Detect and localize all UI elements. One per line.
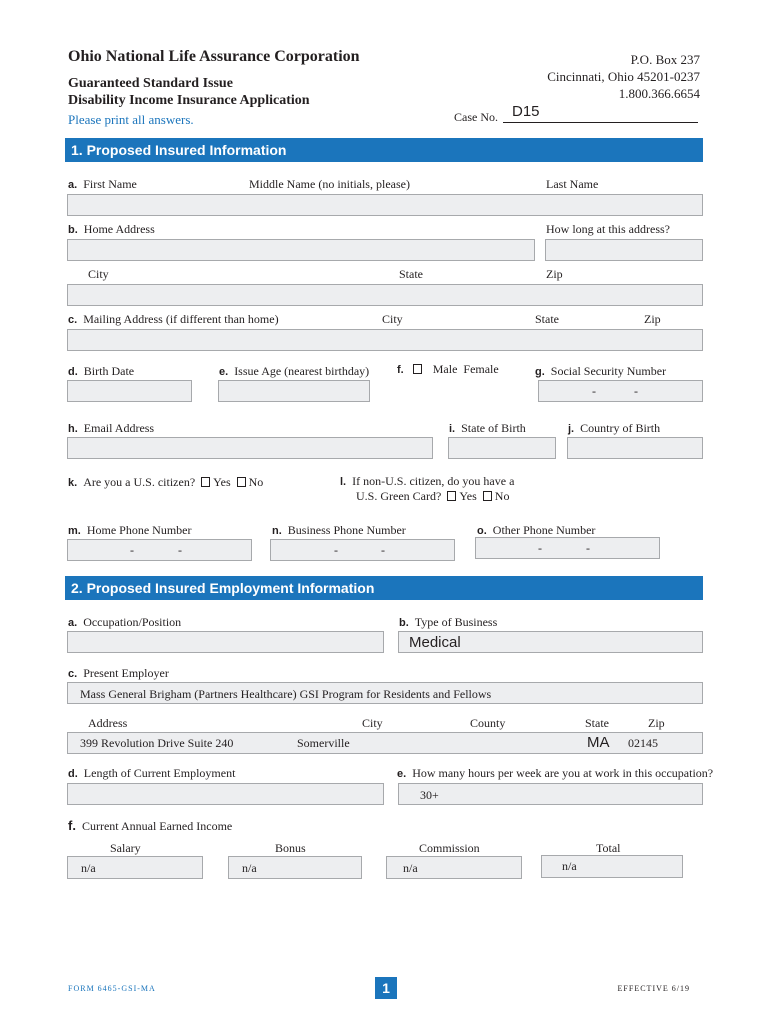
company-address xyxy=(547,51,700,102)
business-phone-dash-1: - xyxy=(334,543,338,557)
last-name-label: Last Name xyxy=(546,177,599,191)
green-card-question-1: l. If non-U.S. citizen, do you have a xyxy=(340,474,515,488)
name-field[interactable] xyxy=(67,194,703,216)
type-of-business-field[interactable] xyxy=(398,631,703,653)
effective-date: EFFECTIVE 6/19 xyxy=(617,984,690,993)
other-phone-label: o. Other Phone Number xyxy=(477,523,596,537)
issue-age-label: e. Issue Age (nearest birthday) xyxy=(219,364,370,378)
mailing-city-label: City xyxy=(382,312,403,326)
po-box: P.O. Box 237 xyxy=(630,52,700,67)
type-of-business-value: Medical xyxy=(409,634,461,651)
commission-field[interactable] xyxy=(386,856,522,879)
commission-label: Commission xyxy=(419,841,480,855)
total-label: Total xyxy=(596,841,621,855)
case-number-value: D15 xyxy=(512,103,540,120)
home-phone-label: m. Home Phone Number xyxy=(68,523,192,537)
green-card-no-checkbox[interactable] xyxy=(483,491,492,501)
business-phone-field[interactable] xyxy=(270,539,455,561)
hours-field[interactable] xyxy=(398,783,703,805)
country-of-birth-field[interactable] xyxy=(567,437,703,459)
employer-value: Mass General Brigham (Partners Healthcare) GSI Program for Residents and Fellows xyxy=(80,687,492,701)
employer-state-value: MA xyxy=(587,734,610,751)
occupation-field[interactable] xyxy=(67,631,384,653)
page-number: 1 xyxy=(375,977,397,999)
birth-date-label: d. Birth Date xyxy=(68,364,135,378)
commission-value: n/a xyxy=(403,861,418,875)
mailing-zip-label: Zip xyxy=(644,312,661,326)
home-phone-field[interactable] xyxy=(67,539,252,561)
other-phone-dash-2: - xyxy=(586,541,590,555)
annual-income-label: f. Current Annual Earned Income xyxy=(68,818,233,833)
gender-label: f. Male Female xyxy=(397,362,499,376)
home-phone-dash-1: - xyxy=(130,543,134,557)
ssn-field[interactable] xyxy=(538,380,703,402)
home-address-field[interactable] xyxy=(67,239,535,261)
city-label: City xyxy=(88,267,109,281)
company-phone: 1.800.366.6654 xyxy=(618,86,700,101)
citizen-yes-checkbox[interactable] xyxy=(201,477,210,487)
total-field[interactable] xyxy=(541,855,683,878)
form-number: FORM 6465-GSI-MA xyxy=(68,984,156,993)
ssn-dash-2: - xyxy=(634,384,638,398)
employer-address-value: 399 Revolution Drive Suite 240 xyxy=(80,736,234,750)
home-address-label: b. Home Address xyxy=(68,222,155,236)
length-employment-field[interactable] xyxy=(67,783,384,805)
how-long-field[interactable] xyxy=(545,239,703,261)
green-card-yes-checkbox[interactable] xyxy=(447,491,456,501)
email-label: h. Email Address xyxy=(68,421,155,435)
employer-zip-value: 02145 xyxy=(628,736,658,750)
how-long-label: How long at this address? xyxy=(546,222,670,236)
home-phone-dash-2: - xyxy=(178,543,182,557)
bonus-label: Bonus xyxy=(275,841,306,855)
state-label: State xyxy=(399,267,423,281)
ssn-dash-1: - xyxy=(592,384,596,398)
citizen-no-checkbox[interactable] xyxy=(237,477,246,487)
birth-date-field[interactable] xyxy=(67,380,192,402)
salary-label: Salary xyxy=(110,841,141,855)
type-of-business-label: b. Type of Business xyxy=(399,615,498,629)
first-name-label: a. First Name xyxy=(68,177,137,191)
bonus-field[interactable] xyxy=(228,856,362,879)
salary-field[interactable] xyxy=(67,856,203,879)
employer-city-label: City xyxy=(362,716,383,730)
mailing-state-label: State xyxy=(535,312,559,326)
city-state-zip-field[interactable] xyxy=(67,284,703,306)
hours-value: 30+ xyxy=(420,788,439,802)
employer-address-label: Address xyxy=(88,716,128,730)
employer-county-label: County xyxy=(470,716,506,730)
case-number-field[interactable] xyxy=(503,122,698,123)
employer-address-field[interactable] xyxy=(67,732,703,754)
middle-name-label: Middle Name (no initials, please) xyxy=(249,177,410,191)
issue-age-field[interactable] xyxy=(218,380,370,402)
mailing-address-field[interactable] xyxy=(67,329,703,351)
section-1-header: 1. Proposed Insured Information xyxy=(65,138,703,162)
green-card-question-2: U.S. Green Card? Yes No xyxy=(356,489,510,503)
country-of-birth-label: j. Country of Birth xyxy=(568,421,661,435)
citizen-question: k. Are you a U.S. citizen? Yes No xyxy=(68,475,264,489)
present-employer-label: c. Present Employer xyxy=(68,666,169,680)
state-of-birth-label: i. State of Birth xyxy=(449,421,526,435)
employer-zip-label: Zip xyxy=(648,716,665,730)
ssn-label: g. Social Security Number xyxy=(535,364,667,378)
form-subtitle-1: Guaranteed Standard Issue xyxy=(68,76,233,91)
bonus-value: n/a xyxy=(242,861,257,875)
occupation-label: a. Occupation/Position xyxy=(68,615,182,629)
present-employer-field[interactable] xyxy=(67,682,703,704)
male-checkbox[interactable] xyxy=(413,364,422,374)
business-phone-dash-2: - xyxy=(381,543,385,557)
employer-state-label: State xyxy=(585,716,609,730)
mailing-address-label: c. Mailing Address (if different than home) xyxy=(68,312,279,326)
case-number-label: Case No. xyxy=(454,110,498,124)
business-phone-label: n. Business Phone Number xyxy=(272,523,406,537)
hours-question-label: e. How many hours per week are you at work in this occupation? xyxy=(397,766,714,780)
city-state-zip: Cincinnati, Ohio 45201-0237 xyxy=(547,69,700,84)
other-phone-field[interactable] xyxy=(475,537,660,559)
form-subtitle-2: Disability Income Insurance Application xyxy=(68,93,310,108)
section-2-header: 2. Proposed Insured Employment Information xyxy=(65,576,703,600)
zip-label: Zip xyxy=(546,267,563,281)
company-name: Ohio National Life Assurance Corporation xyxy=(68,48,360,65)
total-value: n/a xyxy=(562,859,577,873)
print-instruction: Please print all answers. xyxy=(68,112,194,127)
employer-city-value: Somerville xyxy=(297,736,350,750)
state-of-birth-field[interactable] xyxy=(448,437,556,459)
other-phone-dash-1: - xyxy=(538,541,542,555)
length-employment-label: d. Length of Current Employment xyxy=(68,766,236,780)
email-field[interactable] xyxy=(67,437,433,459)
salary-value: n/a xyxy=(81,861,96,875)
